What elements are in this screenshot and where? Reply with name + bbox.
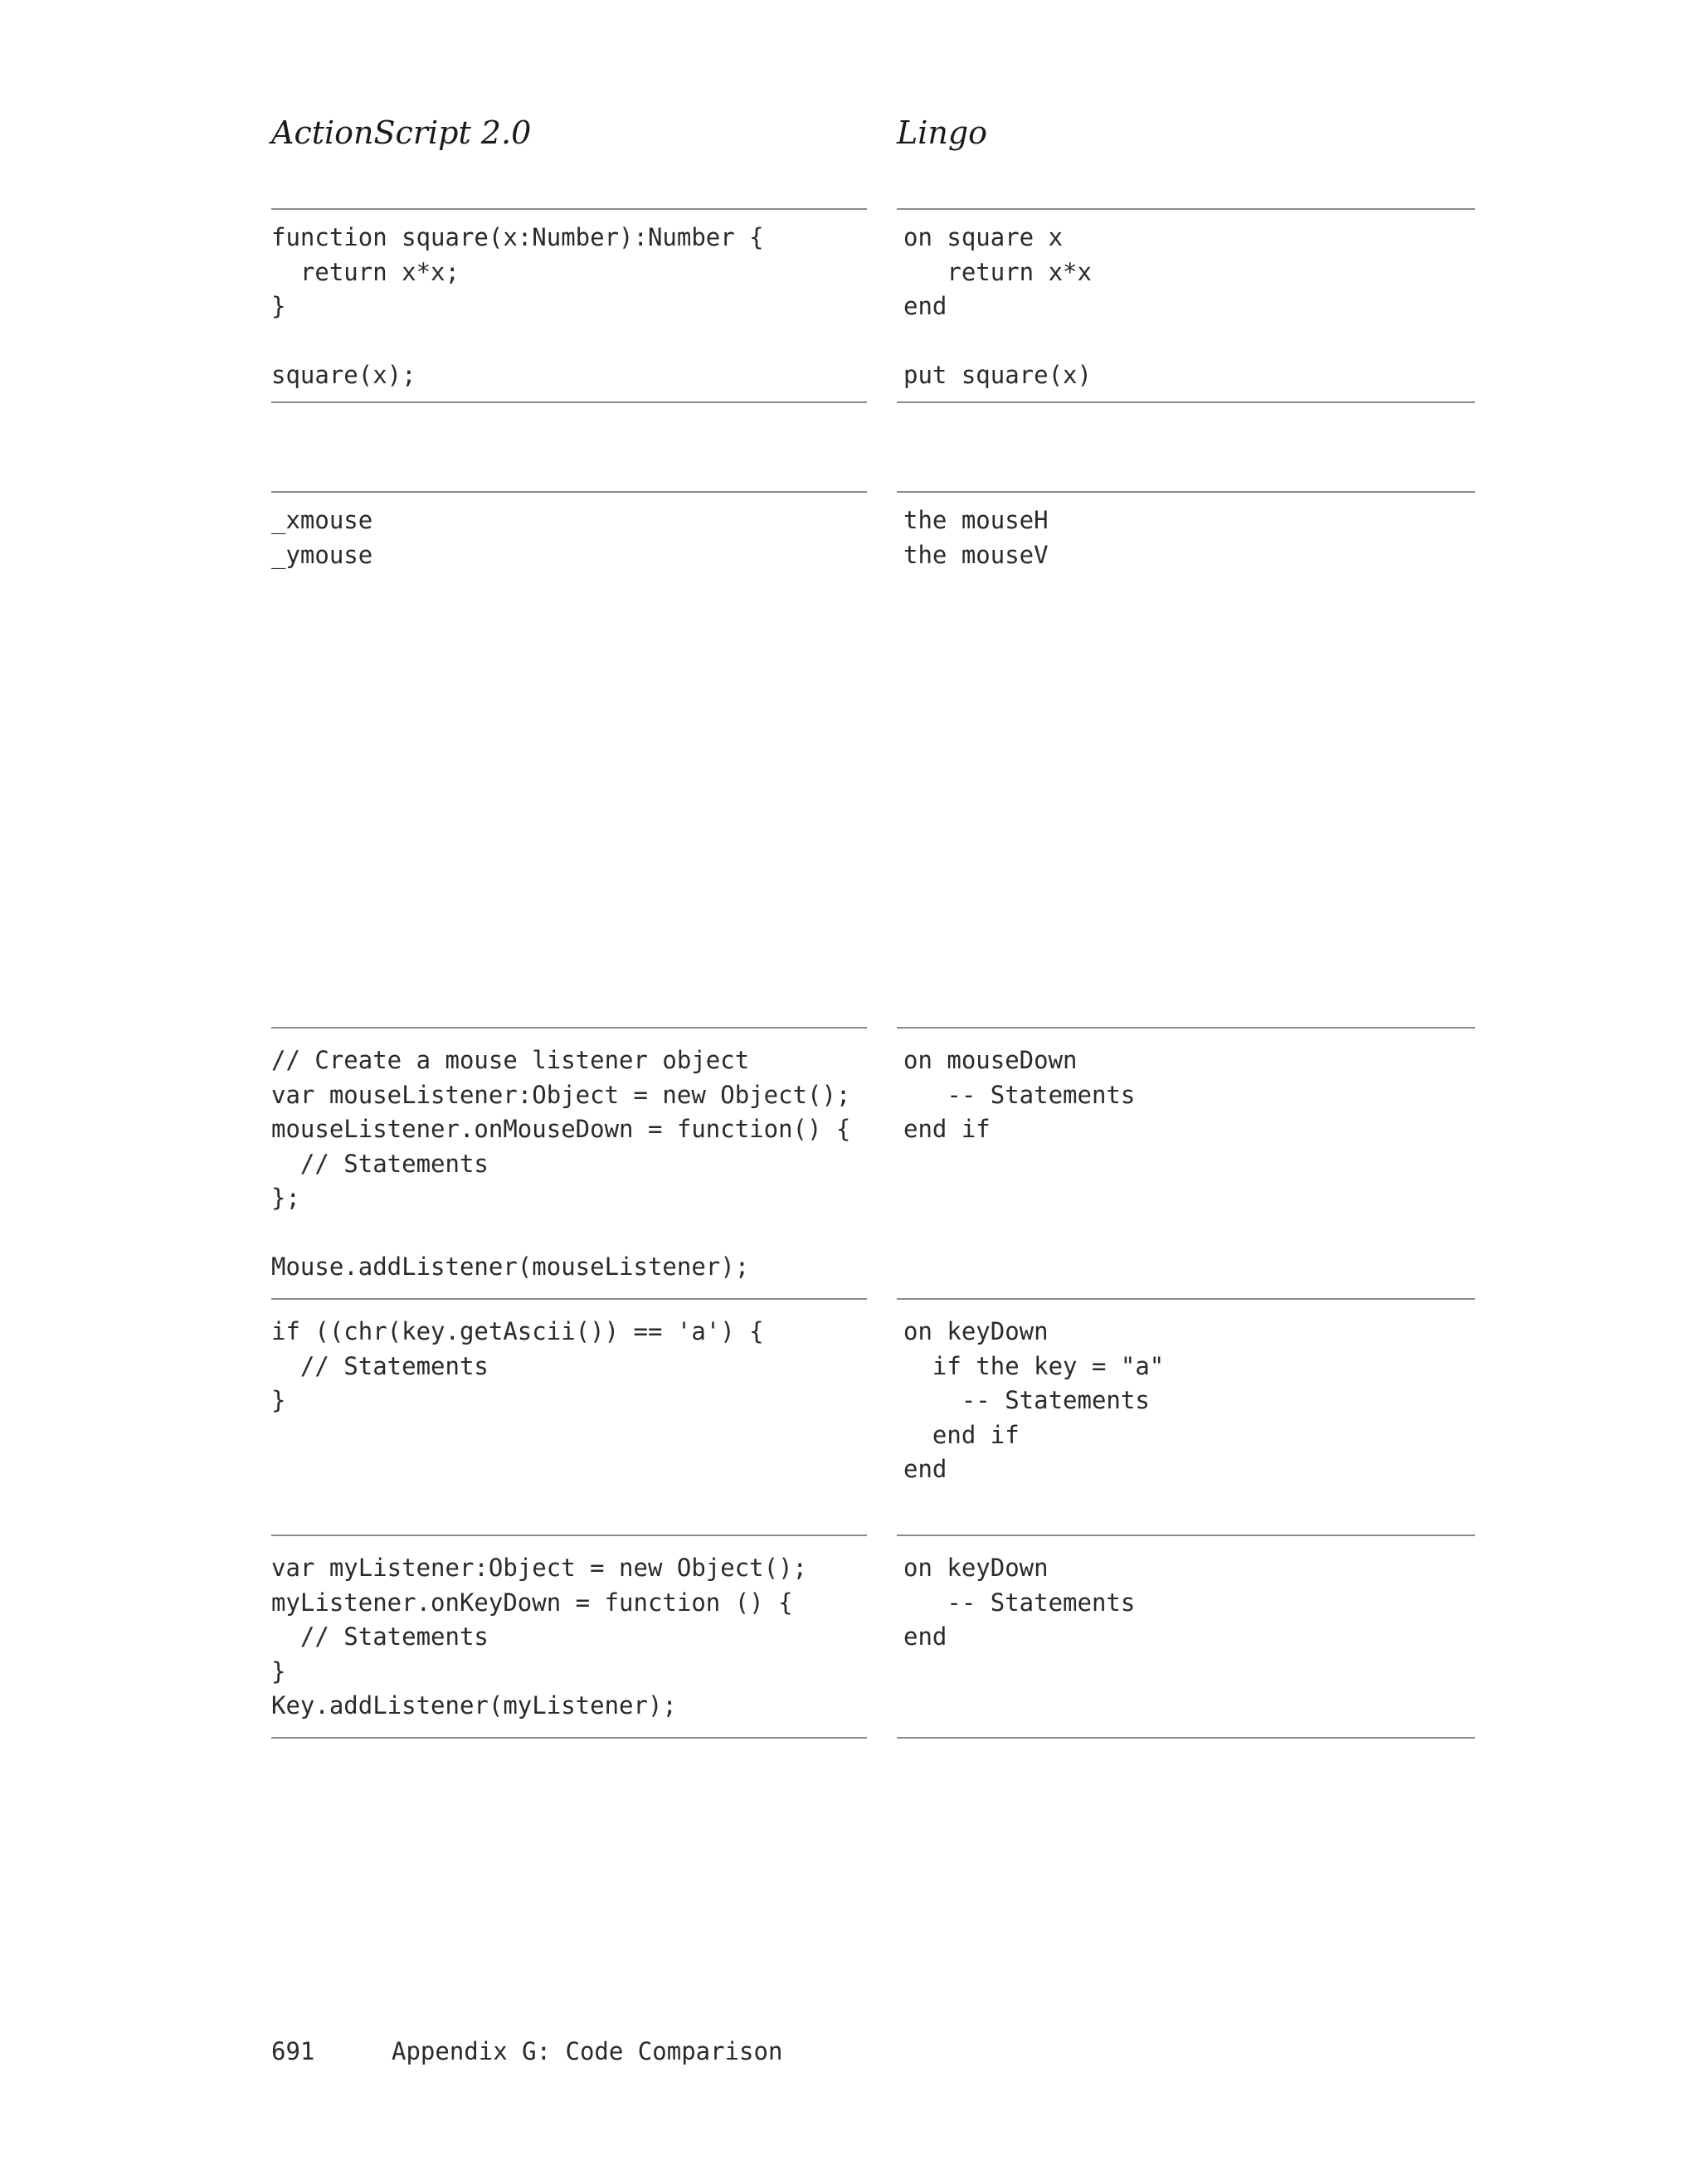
rule-row5-bottom-right: [897, 1737, 1475, 1739]
rule-row1-top-left: [271, 208, 867, 210]
code-lingo-key-check: on keyDown if the key = "a" -- Statements end if end: [903, 1317, 1165, 1483]
heading-lingo: Lingo: [897, 114, 988, 151]
code-lingo-mouse-position: the mouseH the mouseV: [903, 506, 1049, 569]
page-number: 691: [271, 2037, 315, 2065]
code-actionscript-mouse-listener: // Create a mouse listener object var mouseListener:Object = new Object(); mouseListener.onMouseDown = function() { // Statements }; Mouse.addListener(mouseListener);: [271, 1046, 851, 1281]
rule-row1-top-right: [897, 208, 1475, 210]
code-actionscript-key-check: if ((chr(key.getAscii()) == 'a') { // Statements }: [271, 1317, 764, 1414]
code-lingo-key-down: on keyDown -- Statements end: [903, 1554, 1136, 1651]
rule-row1-bottom-right: [897, 401, 1475, 403]
rule-row1-bottom-left: [271, 401, 867, 403]
rule-row2-top-right: [897, 491, 1475, 493]
rule-row3-top-left: [271, 1027, 867, 1029]
rule-row5-bottom-left: [271, 1737, 867, 1739]
code-actionscript-key-listener: var myListener:Object = new Object(); myListener.onKeyDown = function () { // Statements } Key.addListener(myListener);: [271, 1554, 808, 1719]
rule-row3-top-right: [897, 1027, 1475, 1029]
rule-row5-top-left: [271, 1535, 867, 1536]
rule-row4-top-left: [271, 1298, 867, 1300]
code-actionscript-mouse-position: _xmouse _ymouse: [271, 506, 373, 569]
rule-row2-top-left: [271, 491, 867, 493]
code-actionscript-function: function square(x:Number):Number { return x*x; } square(x);: [271, 223, 764, 389]
code-lingo-function: on square x return x*x end put square(x): [903, 223, 1092, 389]
rule-row5-top-right: [897, 1535, 1475, 1536]
code-lingo-mouse-down: on mouseDown -- Statements end if: [903, 1046, 1136, 1143]
rule-row4-top-right: [897, 1298, 1475, 1300]
footer-section-title: Appendix G: Code Comparison: [392, 2037, 783, 2065]
heading-actionscript: ActionScript 2.0: [271, 114, 532, 151]
